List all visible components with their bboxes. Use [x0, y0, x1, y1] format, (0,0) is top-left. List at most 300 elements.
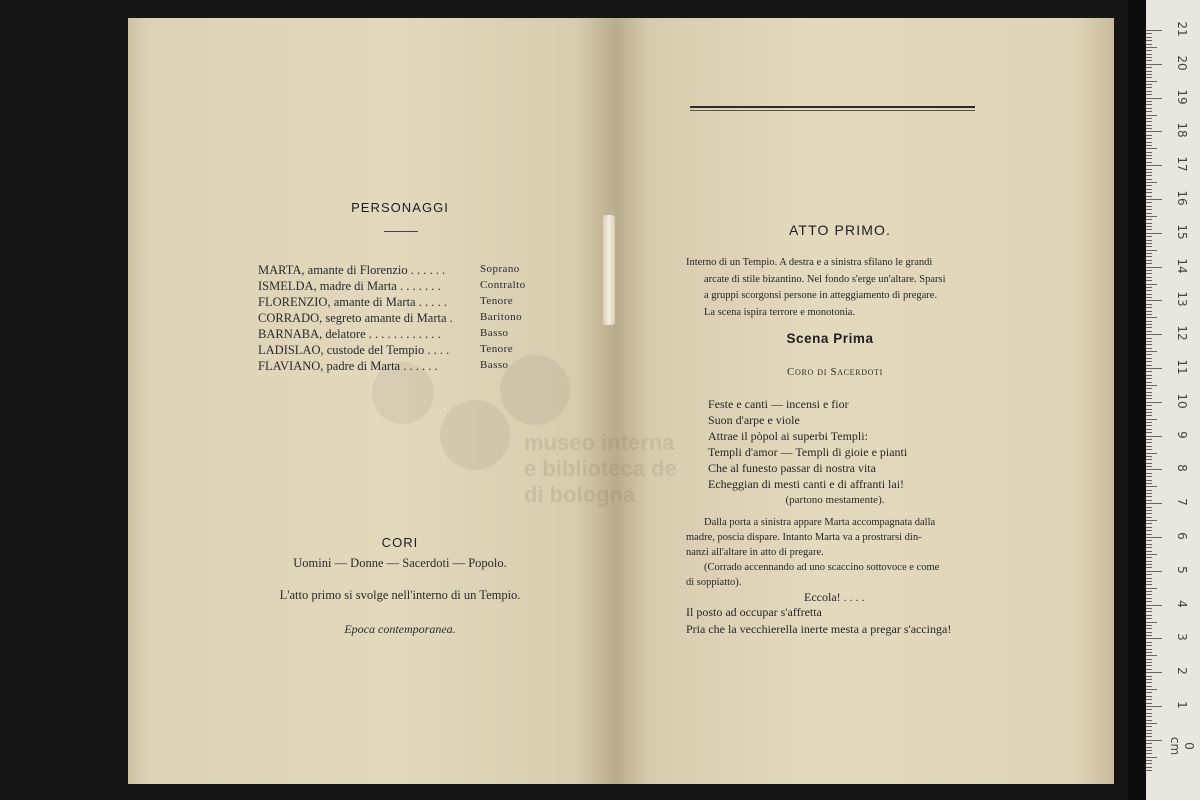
ruler-tick [1146, 469, 1162, 470]
narrative-line: nanzi all'altare in atto di pregare. [686, 547, 824, 558]
ruler-tick [1146, 601, 1152, 602]
ruler-tick [1146, 37, 1152, 38]
ruler-tick [1146, 503, 1162, 504]
ruler-tick [1146, 240, 1152, 241]
scene-title: Scena Prima [786, 331, 874, 346]
cast-row [258, 311, 558, 326]
ruler-tick [1146, 578, 1152, 579]
cast-role: LADISLAO, custode del Tempio . . . . [258, 343, 450, 357]
ruler-tick [1146, 338, 1152, 339]
ruler-tick [1146, 354, 1152, 355]
ruler-tick [1146, 33, 1152, 34]
ruler-tick [1146, 84, 1152, 85]
ruler-tick [1146, 44, 1152, 45]
top-double-rule [690, 106, 975, 108]
verse-line: Feste e canti — incensi e fior [708, 397, 849, 411]
ruler-tick [1146, 280, 1152, 281]
ruler-tick [1146, 655, 1157, 656]
ruler-tick [1146, 277, 1152, 278]
epoch-text: Epoca contemporanea. [344, 622, 456, 636]
ruler-tick [1146, 415, 1152, 416]
ruler-tick [1146, 537, 1162, 538]
cast-voice: Basso [480, 327, 509, 339]
ruler-tick [1146, 412, 1152, 413]
ruler-tick [1146, 77, 1152, 78]
eccola-line: Eccola! . . . . [804, 590, 865, 604]
ruler-label: 2 [1175, 667, 1189, 675]
ruler-tick [1146, 669, 1152, 670]
ruler-tick [1146, 676, 1152, 677]
ruler-tick [1146, 483, 1152, 484]
ruler-tick [1146, 449, 1152, 450]
ruler-tick [1146, 57, 1152, 58]
ruler-tick [1146, 250, 1157, 251]
ruler-tick [1146, 686, 1152, 687]
ruler-tick [1146, 138, 1152, 139]
ruler-tick [1146, 453, 1157, 454]
ruler-tick [1146, 47, 1157, 48]
ruler-tick [1146, 419, 1157, 420]
ruler-tick [1146, 54, 1152, 55]
ruler-tick [1146, 753, 1152, 754]
cast-role: MARTA, amante di Florenzio . . . . . . [258, 263, 446, 277]
ruler-tick [1146, 94, 1152, 95]
ruler-tick [1146, 757, 1157, 758]
verse-line: Suon d'arpe e viole [708, 413, 800, 427]
ruler-tick [1146, 348, 1152, 349]
ruler-label: 20 [1175, 55, 1189, 71]
ruler-tick [1146, 341, 1152, 342]
ruler-tick [1146, 81, 1157, 82]
ruler-tick [1146, 179, 1152, 180]
ruler-tick [1146, 67, 1152, 68]
ruler-tick [1146, 476, 1152, 477]
ruler-tick [1146, 98, 1162, 99]
ruler-tick [1146, 496, 1152, 497]
ruler-tick [1146, 64, 1162, 65]
ruler-tick [1146, 632, 1152, 633]
cast-voice: Basso [480, 359, 509, 371]
top-rule-thin [690, 110, 975, 111]
cast-role: CORRADO, segreto amante di Marta . [258, 311, 453, 325]
ruler-tick [1146, 246, 1152, 247]
ruler-tick [1146, 409, 1152, 410]
ruler-tick [1146, 557, 1152, 558]
ruler-tick [1146, 513, 1152, 514]
cast-row [258, 327, 558, 342]
ruler-tick [1146, 520, 1157, 521]
ruler-tick [1146, 284, 1157, 285]
ruler-tick [1146, 432, 1152, 433]
cast-role: FLAVIANO, padre di Marta . . . . . . [258, 359, 438, 373]
cori-title: CORI [381, 535, 419, 550]
ruler-tick [1146, 50, 1152, 51]
ruler-label: 6 [1175, 532, 1189, 540]
setting-text: L'atto primo si svolge nell'interno di un Tempio. [279, 588, 521, 602]
ruler-tick [1146, 402, 1162, 403]
ruler-tick [1146, 638, 1162, 639]
ruler-tick [1146, 625, 1152, 626]
ruler-tick [1146, 199, 1162, 200]
cast-role: FLORENZIO, amante di Marta . . . . . [258, 295, 447, 309]
cast-voice: Contralto [480, 279, 526, 291]
ruler-tick [1146, 327, 1152, 328]
ruler-tick [1146, 270, 1152, 271]
cast-role: ISMELDA, madre di Marta . . . . . . . [258, 279, 441, 293]
act-title: ATTO PRIMO. [788, 222, 892, 238]
ruler-tick [1146, 490, 1152, 491]
watermark-text: e biblioteca de [524, 456, 677, 481]
ruler-tick [1146, 273, 1152, 274]
ruler-tick [1146, 517, 1152, 518]
ruler-tick [1146, 405, 1152, 406]
ruler-tick [1146, 530, 1152, 531]
ruler-label: 21 [1175, 21, 1189, 37]
stage-direction-line: arcate di stile bizantino. Nel fondo s'erge un'altare. Sparsi [704, 273, 946, 285]
ruler-tick [1146, 135, 1152, 136]
ruler-tick [1146, 317, 1157, 318]
ruler-tick [1146, 571, 1162, 572]
ruler-tick [1146, 540, 1152, 541]
ruler-tick [1146, 480, 1152, 481]
ruler-tick [1146, 534, 1152, 535]
ruler-tick [1146, 510, 1152, 511]
ruler-tick [1146, 588, 1157, 589]
ruler-tick [1146, 175, 1152, 176]
ruler-tick [1146, 128, 1152, 129]
ruler-tick [1146, 148, 1157, 149]
measuring-ruler [1146, 0, 1200, 800]
ruler-tick [1146, 466, 1152, 467]
ruler-tick [1146, 507, 1152, 508]
ruler-tick [1146, 659, 1152, 660]
ruler-tick [1146, 60, 1152, 61]
ruler-tick [1146, 115, 1157, 116]
ruler-tick [1146, 649, 1152, 650]
ruler-tick [1146, 527, 1152, 528]
ruler-tick [1146, 87, 1152, 88]
ruler-tick [1146, 253, 1152, 254]
ruler-tick [1146, 425, 1152, 426]
ruler-tick [1146, 608, 1152, 609]
ruler-tick [1146, 125, 1152, 126]
ruler-tick [1146, 209, 1152, 210]
ruler-tick [1146, 703, 1152, 704]
cast-row [258, 359, 558, 374]
ruler-tick [1146, 554, 1157, 555]
right-page [616, 18, 1114, 784]
ruler-tick [1146, 91, 1152, 92]
ruler-tick [1146, 108, 1152, 109]
ruler-tick [1146, 770, 1152, 771]
ruler-label: 13 [1175, 291, 1189, 308]
ruler-tick [1146, 564, 1152, 565]
ruler-tick [1146, 165, 1162, 166]
ruler-tick [1146, 486, 1157, 487]
ruler-tick [1146, 679, 1152, 680]
ruler-tick [1146, 162, 1152, 163]
ruler-tick [1146, 365, 1152, 366]
personaggi-heading: PERSONAGGI [351, 200, 449, 215]
ruler-tick [1146, 216, 1157, 217]
cast-voice: Tenore [480, 295, 514, 307]
ruler-tick [1146, 351, 1157, 352]
ruler-tick [1146, 382, 1152, 383]
ruler-tick [1146, 131, 1162, 132]
ruler-tick [1146, 618, 1152, 619]
ruler-tick [1146, 615, 1152, 616]
ruler-tick [1146, 763, 1152, 764]
ruler-tick [1146, 324, 1152, 325]
ruler-tick [1146, 294, 1152, 295]
ruler-tick [1146, 692, 1152, 693]
ruler-tick [1146, 219, 1152, 220]
watermark-text: museo interna [524, 430, 675, 455]
ruler-tick [1146, 598, 1152, 599]
ruler-tick [1146, 361, 1152, 362]
ruler-tick [1146, 152, 1152, 153]
ruler-tick [1146, 202, 1152, 203]
binding-thread [603, 215, 615, 325]
narrative-line: di soppiatto). [686, 577, 742, 588]
ruler-tick [1146, 747, 1152, 748]
ruler-label: 14 [1175, 257, 1189, 274]
ruler-tick [1146, 243, 1152, 244]
ruler-tick [1146, 233, 1162, 234]
narrative-line: madre, poscia dispare. Intanto Marta va a prostrarsi din- [686, 532, 922, 543]
ruler-tick [1146, 442, 1152, 443]
ruler-tick [1146, 385, 1157, 386]
ruler-tick [1146, 314, 1152, 315]
heading-underline [384, 231, 418, 232]
ruler-tick [1146, 169, 1152, 170]
ruler-tick [1146, 706, 1162, 707]
ruler-tick [1146, 375, 1152, 376]
ruler-label: 15 [1175, 224, 1189, 240]
ruler-label: 5 [1175, 565, 1189, 574]
ruler-tick [1146, 645, 1152, 646]
ruler-tick [1146, 213, 1152, 214]
ruler-tick [1146, 463, 1152, 464]
ruler-label: 0 cm [1168, 736, 1196, 755]
watermark-dot [440, 400, 510, 470]
verse-line: Che al funesto passar di nostra vita [708, 461, 876, 475]
cori-list: Uomini — Donne — Sacerdoti — Popolo. [293, 556, 507, 570]
ruler-label: 12 [1175, 325, 1189, 341]
ruler-tick [1146, 723, 1157, 724]
ruler-tick [1146, 260, 1152, 261]
ruler-tick [1146, 436, 1162, 437]
ruler-tick [1146, 611, 1152, 612]
ruler-tick [1146, 158, 1152, 159]
ruler-tick [1146, 642, 1152, 643]
ruler-label: 7 [1175, 498, 1189, 506]
ruler-tick [1146, 733, 1152, 734]
ruler-tick [1146, 155, 1152, 156]
ruler-label: 1 [1175, 701, 1189, 709]
ruler-tick [1146, 236, 1152, 237]
ruler-tick [1146, 446, 1152, 447]
final-line: Pria che la vecchierella inerte mesta a pregar s'accinga! [686, 622, 952, 636]
ruler-tick [1146, 740, 1162, 741]
ruler-tick [1146, 699, 1152, 700]
ruler-tick [1146, 547, 1152, 548]
ruler-tick [1146, 473, 1152, 474]
cast-row [258, 343, 558, 358]
ruler-tick [1146, 605, 1162, 606]
ruler-tick [1146, 182, 1157, 183]
ruler-tick [1146, 101, 1152, 102]
ruler-tick [1146, 544, 1152, 545]
cast-row [258, 263, 558, 278]
ruler-tick [1146, 760, 1152, 761]
ruler-tick [1146, 551, 1152, 552]
ruler-tick [1146, 290, 1152, 291]
ruler-tick [1146, 422, 1152, 423]
ruler-tick [1146, 142, 1152, 143]
ruler-tick [1146, 429, 1152, 430]
verse-line: Templi d'amor — Templi di gioie e pianti [708, 445, 908, 459]
ruler-tick [1146, 192, 1152, 193]
ruler-tick [1146, 344, 1152, 345]
ruler-tick [1146, 689, 1157, 690]
ruler-tick [1146, 229, 1152, 230]
stage-direction-line: Interno di un Tempio. A destra e a sinistra sfilano le grandi [686, 257, 933, 268]
ruler-tick [1146, 388, 1152, 389]
ruler-label: 9 [1175, 430, 1189, 439]
ruler-tick [1146, 584, 1152, 585]
ruler-tick [1146, 371, 1152, 372]
ruler-tick [1146, 321, 1152, 322]
ruler-tick [1146, 118, 1152, 119]
ruler-label: 19 [1175, 88, 1189, 105]
cast-voice: Baritono [480, 311, 523, 323]
ruler-tick [1146, 121, 1152, 122]
ruler-tick [1146, 713, 1152, 714]
ruler-tick [1146, 307, 1152, 308]
ruler-tick [1146, 304, 1152, 305]
ruler-label: 11 [1175, 359, 1189, 375]
ruler-tick [1146, 74, 1152, 75]
ruler-tick [1146, 263, 1152, 264]
ruler-tick [1146, 334, 1162, 335]
ruler-tick [1146, 665, 1152, 666]
ruler-tick [1146, 395, 1152, 396]
ruler-tick [1146, 696, 1152, 697]
ruler-tick [1146, 456, 1152, 457]
chorus-title: Coro di Sacerdoti [787, 366, 883, 378]
ruler-tick [1146, 256, 1152, 257]
verse-line: Attrae il pòpol ai superbi Templi: [708, 429, 868, 443]
cast-row [258, 279, 558, 294]
ruler-tick [1146, 628, 1152, 629]
ruler-tick [1146, 267, 1162, 268]
ruler-label: 17 [1175, 156, 1189, 172]
ruler-tick [1146, 459, 1152, 460]
ruler-tick [1146, 223, 1152, 224]
ruler-label: 4 [1175, 599, 1189, 608]
final-line: Il posto ad occupar s'affretta [686, 605, 822, 619]
ruler-tick [1146, 378, 1152, 379]
ruler-tick [1146, 439, 1152, 440]
ruler-tick [1146, 709, 1152, 710]
ruler-tick [1146, 331, 1152, 332]
ruler-tick [1146, 398, 1152, 399]
ruler-label: 8 [1175, 464, 1189, 473]
ruler-tick [1146, 581, 1152, 582]
ruler-tick [1146, 736, 1152, 737]
watermark-text: di bologna [524, 482, 636, 507]
ruler-tick [1146, 206, 1152, 207]
ruler-tick [1146, 185, 1152, 186]
ruler-tick [1146, 720, 1152, 721]
ruler-tick [1146, 682, 1152, 683]
ruler-tick [1146, 189, 1152, 190]
ruler-tick [1146, 145, 1152, 146]
ruler-tick [1146, 226, 1152, 227]
ruler-tick [1146, 30, 1162, 31]
ruler-tick [1146, 40, 1152, 41]
ruler-tick [1146, 358, 1152, 359]
ruler-tick [1146, 662, 1152, 663]
ruler-tick [1146, 300, 1162, 301]
ruler-tick [1146, 493, 1152, 494]
ruler-tick [1146, 594, 1152, 595]
black-tape [1128, 0, 1146, 800]
verse-line: Echeggian di mesti canti e di affranti lai! [708, 477, 905, 491]
ruler-tick [1146, 311, 1152, 312]
stage-direction-line: La scena ispira terrore e monotonia. [704, 306, 856, 318]
ruler-tick [1146, 561, 1152, 562]
cast-voice: Tenore [480, 343, 514, 355]
ruler-label: 3 [1175, 633, 1189, 642]
ruler-label: 18 [1175, 122, 1189, 139]
ruler-tick [1146, 104, 1152, 105]
ruler-tick [1146, 743, 1152, 744]
ruler-tick [1146, 523, 1152, 524]
narrative-line: Dalla porta a sinistra appare Marta accompagnata dalla [704, 517, 936, 528]
ruler-tick [1146, 196, 1152, 197]
ruler-tick [1146, 730, 1152, 731]
ruler-tick [1146, 652, 1152, 653]
ruler-tick [1146, 111, 1152, 112]
ruler-tick [1146, 172, 1152, 173]
ruler-tick [1146, 71, 1152, 72]
narrative-line: (Corrado accennando ad uno scaccino sottovoce e come [704, 562, 940, 573]
ruler-tick [1146, 750, 1152, 751]
stage-direction-line: a gruppi scorgonsi persone in atteggiamento di pregare. [704, 290, 938, 301]
ruler-label: 16 [1175, 190, 1189, 206]
ruler-tick [1146, 287, 1152, 288]
cast-voice: Soprano [480, 263, 520, 275]
ruler-tick [1146, 591, 1152, 592]
ruler-tick [1146, 297, 1152, 298]
ruler-tick [1146, 726, 1152, 727]
ruler-tick [1146, 635, 1152, 636]
ruler-label: 10 [1175, 393, 1189, 409]
cast-row [258, 295, 558, 310]
ruler-tick [1146, 392, 1152, 393]
ruler-tick [1146, 500, 1152, 501]
ruler-tick [1146, 567, 1152, 568]
exit-note: (partono mestamente). [785, 494, 885, 506]
cast-role: BARNABA, delatore . . . . . . . . . . . . [258, 327, 441, 341]
ruler-tick [1146, 622, 1157, 623]
ruler-tick [1146, 574, 1152, 575]
ruler-tick [1146, 716, 1152, 717]
ruler-tick [1146, 767, 1152, 768]
ruler-tick [1146, 672, 1162, 673]
